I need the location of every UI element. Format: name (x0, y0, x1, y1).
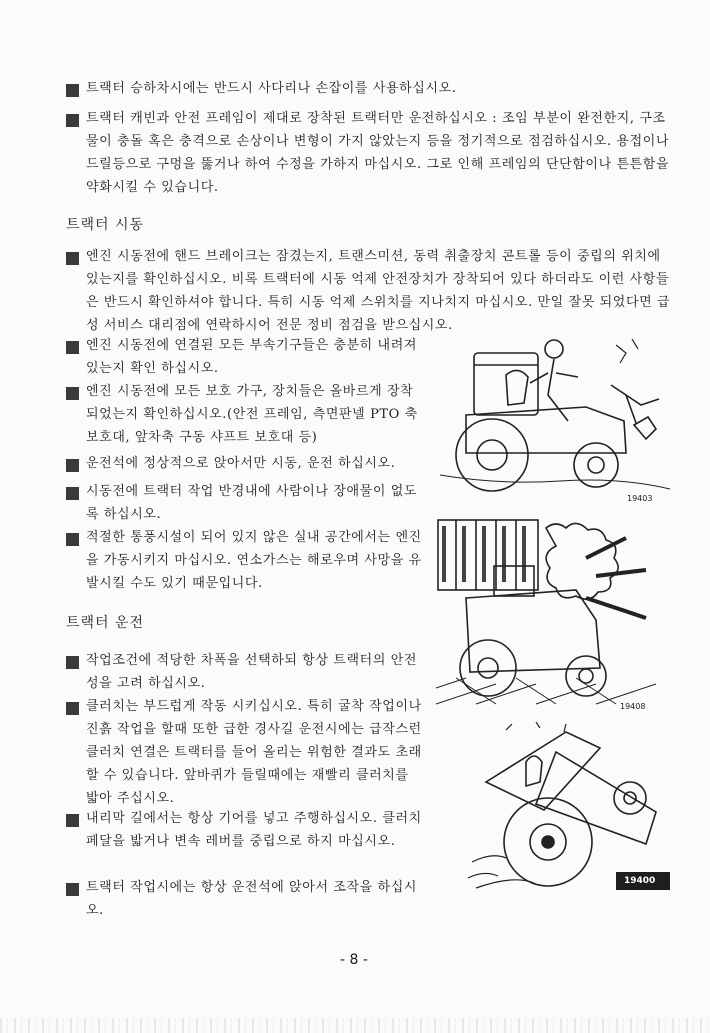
figure-number: 19408 (620, 702, 646, 711)
illustration-tractor-tipping (466, 722, 672, 892)
section-heading-drive: 트랙터 운전 (66, 615, 145, 631)
paragraph-ventilation: 적절한 통풍시설이 되어 있지 않은 실내 공간에서는 엔진을 가동시키지 마십시오. 연소가스는 해로우며 사망을 유발시킬 수도 있기 때문입니다. (86, 530, 422, 591)
figure-number: 19403 (627, 494, 653, 503)
paragraph-seated-start: 운전석에 정상적으로 앉아서만 시동, 운전 하십시오. (86, 456, 396, 471)
bullet-square (66, 114, 79, 127)
bullet-square (66, 252, 79, 265)
paragraph-clear-area: 시동전에 트랙터 작업 반경내에 사람이나 장애물이 없도록 하십시오. (86, 484, 418, 522)
paragraph-seated-operation: 트랙터 작업시에는 항상 운전석에 앉아서 조작을 하십시오. (86, 880, 418, 918)
bullet-square (66, 84, 79, 97)
paragraph-ladder-safety: 트랙터 승하차시에는 반드시 사다리나 손잡이를 사용하십시오. (86, 81, 457, 96)
scan-artifact (0, 1018, 710, 1033)
paragraph-cab-frame: 트랙터 캐빈과 안전 프레임이 제대로 장착된 트랙터만 운전하십시오 : 조임 부분이 완전한지, 구조물이 충돌 혹은 충격으로 손상이나 변형이 가지 않았는지 등을 정기적으로 점검하십시오. 용접이나 드릴등으로 구멍을 뚫거나 하여 수정을 가하지 마십시오. 그로 인해 프레임의 단단함이나 튼튼함을 약화시킬 수 있습니다. (86, 111, 670, 195)
paragraph-neutral-check: 엔진 시동전에 핸드 브레이크는 잠겼는지, 트랜스미션, 동력 취출장치 콘트롤 등이 중립의 위치에 있는지를 확인하십시오. 비록 트랙터에 시동 억제 안전장치가 장착되어 있다 하더라도 이런 사항들은 반드시 확인하셔야 합니다. 특히 시동 억제 스위치를 지나치지 마십시오. 만일 잘못 되었다면 급성 서비스 대리점에 연락하시어 전문 정비 점검을 받으십시오. (86, 249, 671, 333)
paragraph-clutch: 클러치는 부드럽게 작동 시키십시오. 특히 굴착 작업이나 진흙 작업을 할때 또한 급한 경사길 운전시에는 급작스런 클러치 연결은 트랙터를 들어 올리는 위험한 결과도 초래할 수 있습니다. 앞바퀴가 들릴때에는 재빨리 클러치를 밟아 주십시오. (86, 699, 422, 806)
paragraph-implements-lowered: 엔진 시동전에 연결된 모든 부속기구들은 충분히 내려져 있는지 확인 하십시오. (86, 338, 418, 376)
bullet-square (66, 533, 79, 546)
illustration-indoor-exhaust (436, 518, 674, 708)
paragraph-downhill: 내리막 길에서는 항상 기어를 넣고 주행하십시오. 클러치 페달을 밟거나 변속 레버를 중립으로 하지 마십시오. (86, 811, 422, 849)
bullet-square (66, 341, 79, 354)
paragraph-guards-fitted: 엔진 시동전에 모든 보호 가구, 장치들은 올바르게 장착 되었는지 확인하십시오.(안전 프레임, 측면판넬 PTO 축 보호대, 앞차축 구동 샤프트 보호대 등) (86, 384, 418, 445)
page-number: - 8 - (340, 952, 368, 968)
bullet-square (66, 883, 79, 896)
bullet-square (66, 814, 79, 827)
section-heading-start: 트랙터 시동 (66, 217, 145, 233)
bullet-square (66, 656, 79, 669)
bullet-square (66, 487, 79, 500)
bullet-square (66, 387, 79, 400)
bullet-square (66, 459, 79, 472)
paragraph-track-width: 작업조건에 적당한 차폭을 선택하되 항상 트랙터의 안전성을 고려 하십시오. (86, 653, 418, 691)
bullet-square (66, 702, 79, 715)
figure-number: 19400 (624, 876, 656, 886)
illustration-tractor-start (436, 325, 674, 505)
